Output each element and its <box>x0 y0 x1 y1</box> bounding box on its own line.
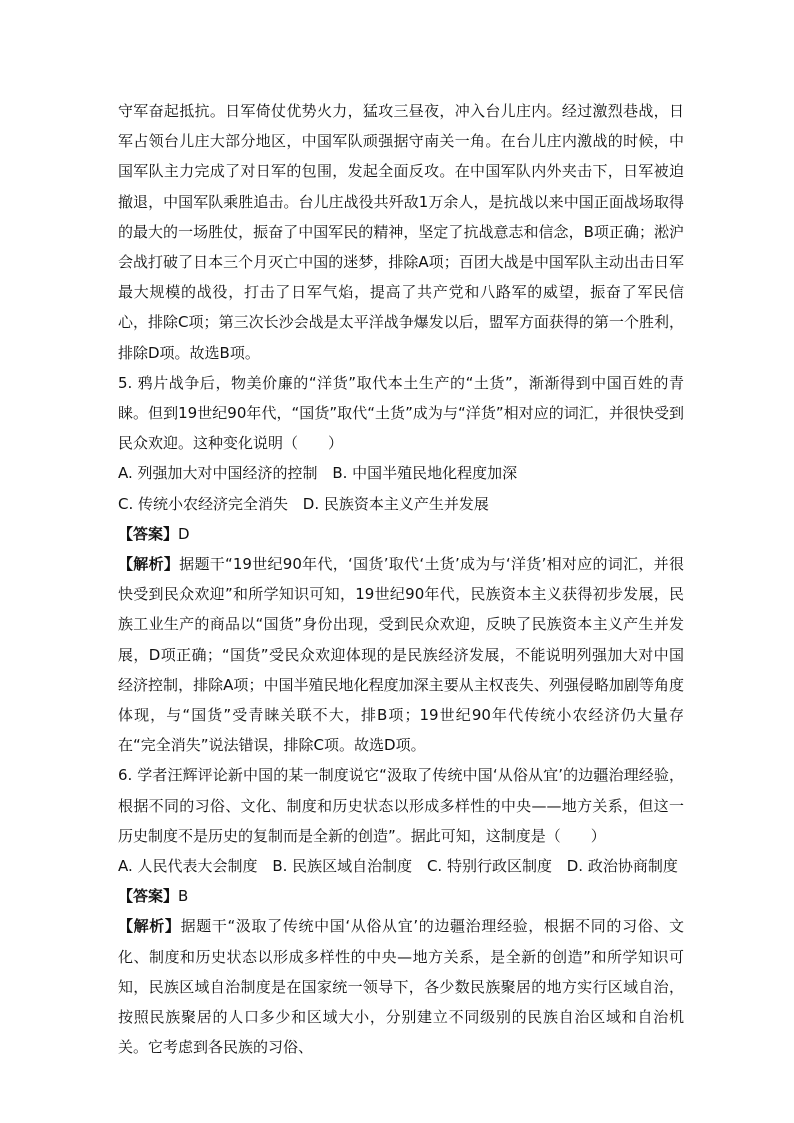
analysis-tag: 【解析】 <box>118 555 180 574</box>
answer-value: B <box>178 887 189 906</box>
question-6-option-b[interactable]: B. 民族区域自治制度 <box>272 857 413 876</box>
question-5-options-row-1 <box>118 458 684 488</box>
question-6-answer <box>118 881 684 911</box>
question-5-answer <box>118 519 684 549</box>
analysis-text: 据题干“19世纪90年代，‘国货’取代‘土货’成为与‘洋货’相对应的词汇，并很快受到民众欢迎”和所学知识可知，19世纪90年代，民族资本主义获得初步发展，民族工业生产的商品以“国货”身份出现，受到民众欢迎，反映了民族资本主义产生并发展，D项正确；“国货”受民众欢迎体现的是民族经济发展，不能说明列强加大对中国经济控制，排除A项；中国半殖民地化程度加深主要从主权丧失、列强侵略加剧等角度体现，与“国货”受青睐关联不大，排B项；19世纪90年代传统小农经济仍大量存在“完全消失”说法错误，排除C项。故选D项。 <box>118 555 684 755</box>
question-5-option-a[interactable]: A. 列强加大对中国经济的控制 <box>118 464 318 483</box>
question-6-option-c[interactable]: C. 特别行政区制度 <box>426 857 552 876</box>
intro-paragraph: 守军奋起抵抗。日军倚仗优势火力，猛攻三昼夜，冲入台儿庄内。经过激烈巷战，日军占领台儿庄大部分地区，中国军队顽强据守南关一角。在台儿庄内激战的时候，中国军队主力完成了对日军的包围，发起全面反攻。在中国军队内外夹击下，日军被迫撤退，中国军队乘胜追击。台儿庄战役共歼敌1万余人，是抗战以来中国正面战场取得的最大的一场胜仗，振奋了中国军民的精神，坚定了抗战意志和信念，B项正确；淞沪会战打破了日本三个月灭亡中国的迷梦，排除A项；百团大战是中国军队主动出击日军最大规模的战役，打击了日军气焰，提高了共产党和八路军的威望，振奋了军民信心，排除C项；第三次长沙会战是太平洋战争爆发以后，盟军方面获得的第一个胜利，排除D项。故选B项。 <box>118 102 684 362</box>
question-5-stem: 5. 鸦片战争后，物美价廉的“洋货”取代本土生产的“土货”，渐渐得到中国百姓的青睐。但到19世纪90年代，“国货”取代“土货”成为与“洋货”相对应的词汇，并很快受到民众欢迎。这种变化说明（ ） <box>118 373 684 453</box>
question-5-options-row-2 <box>118 489 684 519</box>
question-6-analysis <box>118 911 684 1062</box>
question-5-option-d[interactable]: D. 民族资本主义产生并发展 <box>302 494 489 513</box>
question-6-options-row <box>118 851 684 881</box>
question-6-stem: 6. 学者汪辉评论新中国的某一制度说它“汲取了传统中国‘从俗从宜’的边疆治理经验，根据不同的习俗、文化、制度和历史状态以形成多样性的中央——地方关系，但这一历史制度不是历史的复制而是全新的创造”。据此可知，这制度是（ ） <box>118 766 684 845</box>
answer-value: D <box>178 524 190 543</box>
answer-tag: 【答案】 <box>118 524 179 543</box>
document-page <box>118 96 684 1063</box>
question-6-option-d[interactable]: D. 政治协商制度 <box>566 857 678 876</box>
analysis-tag: 【解析】 <box>118 917 181 936</box>
question-5-option-c[interactable]: C. 传统小农经济完全消失 <box>118 494 289 513</box>
question-5-analysis <box>118 549 684 760</box>
analysis-text: 据题干“汲取了传统中国‘从俗从宜’的边疆治理经验，根据不同的习俗、文化、制度和历史状态以形成多样性的中央—地方关系，是全新的创造”和所学知识可知，民族区域自治制度是在国家统一领导下，各少数民族聚居的地方实行区域自治，按照民族聚居的人口多少和区域大小，分别建立不同级别的民族自治区域和自治机关。它考虑到各民族的习俗、 <box>118 917 684 1057</box>
question-5-option-b[interactable]: B. 中国半殖民地化程度加深 <box>332 464 518 483</box>
answer-tag: 【答案】 <box>118 887 179 906</box>
question-6-option-a[interactable]: A. 人民代表大会制度 <box>118 857 258 876</box>
